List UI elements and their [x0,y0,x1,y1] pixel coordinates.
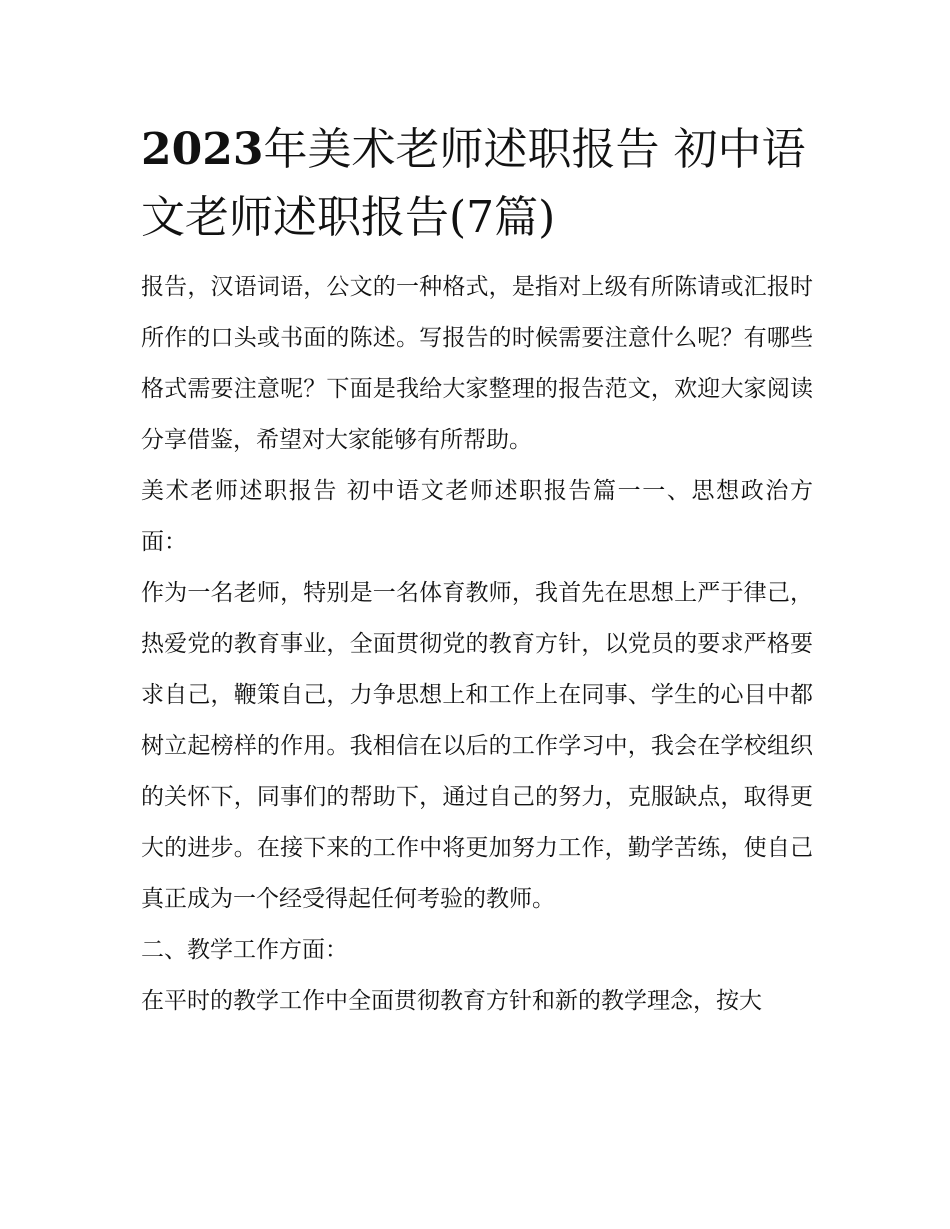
title-text: 年美术老师述职报告 初中语文老师述职报告(7篇) [141,124,806,243]
document-body [141,116,813,1027]
body-paragraph: 在平时的教学工作中全面贯彻教育方针和新的教学理念，按大 [141,988,762,1014]
document-title [141,116,813,252]
section-heading-paragraph: 美术老师述职报告 初中语文老师述职报告篇一一、思想政治方面： [141,478,813,555]
intro-paragraph: 报告，汉语词语，公文的一种格式，是指对上级有所陈请或汇报时所作的口头或书面的陈述。写报告的时候需要注意什么呢？有哪些格式需要注意呢？下面是我给大家整理的报告范文，欢迎大家阅读分享借鉴，希望对大家能够有所帮助。 [141,274,813,453]
title-year: 2023 [141,124,264,175]
body-paragraph: 作为一名老师，特别是一名体育教师，我首先在思想上严于律己，热爱党的教育事业，全面贯彻党的教育方针，以党员的要求严格要求自己，鞭策自己，力争思想上和工作上在同事、学生的心目中都树立起榜样的作用。我相信在以后的工作学习中，我会在学校组织的关怀下，同事们的帮助下，通过自己的努力，克服缺点，取得更大的进步。在接下来的工作中将更加努力工作，勤学苦练，使自己真正成为一个经受得起任何考验的教师。 [141,580,813,912]
section-heading: 二、教学工作方面： [141,937,348,963]
